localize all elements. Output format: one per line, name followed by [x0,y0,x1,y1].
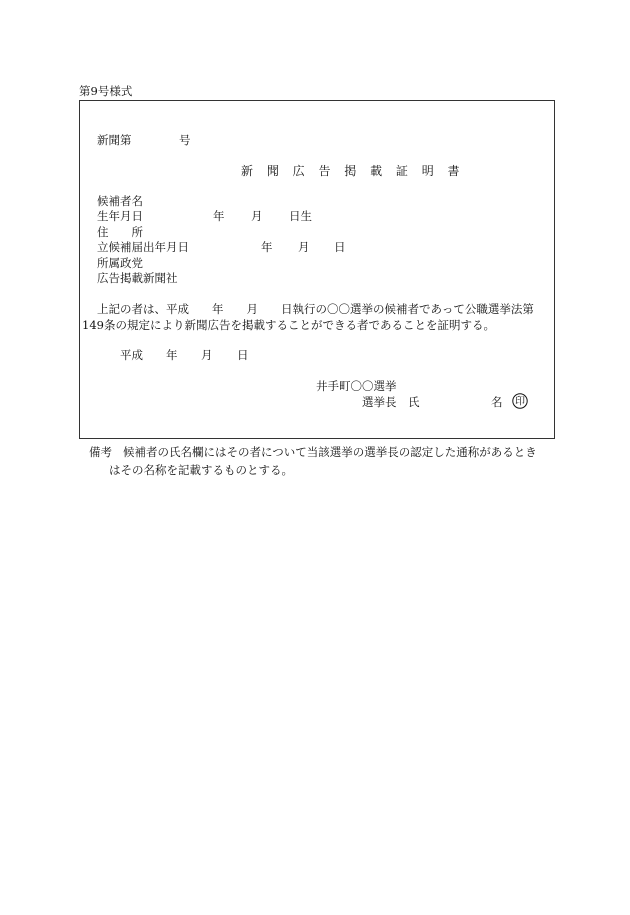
issuer-organization: 井手町〇〇選挙 [316,379,397,393]
issue-date-era: 平成 [120,348,143,362]
certification-statement-line-2: 149条の規定により新聞広告を掲載することができる者であることを証明する。 [82,318,495,332]
address-label: 住 所 [97,225,143,239]
remark-line-1: 候補者の氏名欄にはその者について当該選挙の選挙長の認定した通称があるとき [123,445,537,459]
party-label: 所属政党 [97,256,143,270]
certification-statement-line-1: 上記の者は、平成 年 月 日執行の〇〇選挙の候補者であって公職選挙法第 [97,302,534,316]
filing-date-month-label: 月 [298,240,310,254]
birth-date-day-label: 日生 [289,209,312,223]
birth-date-label: 生年月日 [97,209,143,223]
birth-date-month-label: 月 [251,209,263,223]
filing-date-label: 立候補届出年月日 [97,240,189,254]
issue-date-day-label: 日 [237,348,249,362]
remark-line-2: はその名称を記載するものとする。 [109,463,293,477]
remark-label: 備考 [89,445,112,459]
issuer-title-name: 選挙長 氏 [362,395,420,409]
document-title: 新 聞 広 告 掲 載 証 明 書 [241,164,465,178]
seal-icon [512,393,528,409]
issue-date-year-label: 年 [166,348,178,362]
birth-date-year-label: 年 [213,209,225,223]
seal-character: 印 [515,396,525,408]
issuer-name-suffix: 名 [491,395,503,409]
filing-date-day-label: 日 [334,240,346,254]
candidate-name-label: 候補者名 [97,194,143,208]
issue-date-month-label: 月 [201,348,213,362]
filing-date-year-label: 年 [261,240,273,254]
newspaper-company-label: 広告掲載新聞社 [97,271,178,285]
newspaper-number-prefix: 新聞第 [97,133,132,147]
newspaper-number-suffix: 号 [179,133,191,147]
form-number-label: 第9号様式 [79,84,133,98]
